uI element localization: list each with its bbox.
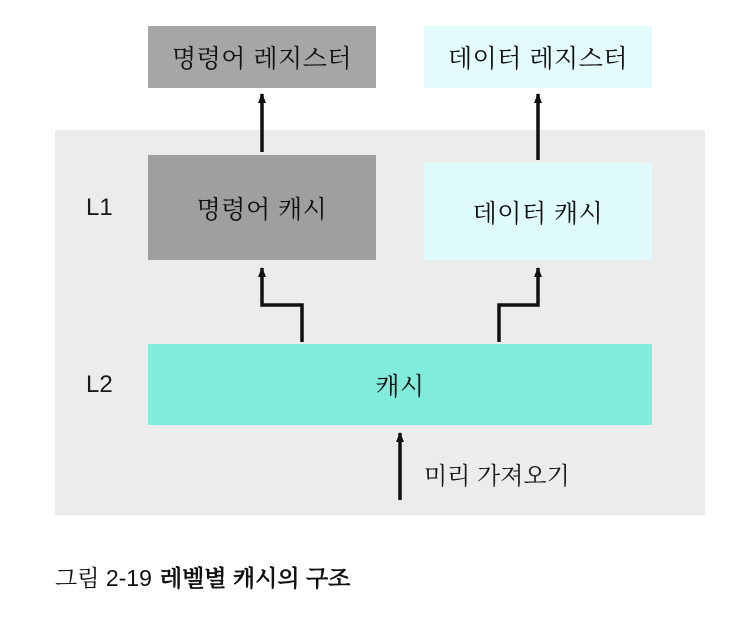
l2-cache-label: 캐시 <box>375 372 425 401</box>
data-cache-box <box>424 163 652 260</box>
l2-cache-box <box>148 344 652 425</box>
data-register-box <box>424 26 652 88</box>
instruction-register-label: 명령어 레지스터 <box>172 45 352 73</box>
figure-caption-number: 그림 2-19 <box>55 565 152 591</box>
level-label-l2: L2 <box>86 371 113 398</box>
instruction-cache-label: 명령어 캐시 <box>196 195 328 224</box>
instruction-cache-box <box>148 155 376 260</box>
level-label-l1: L1 <box>86 194 113 221</box>
instruction-register-box <box>148 26 376 88</box>
figure-caption <box>55 560 350 593</box>
data-register-label: 데이터 레지스터 <box>448 45 628 73</box>
prefetch-annotation: 미리 가져오기 <box>424 463 570 490</box>
data-cache-label: 데이터 캐시 <box>472 199 604 228</box>
figure-caption-title: 레벨별 캐시의 구조 <box>159 565 351 591</box>
